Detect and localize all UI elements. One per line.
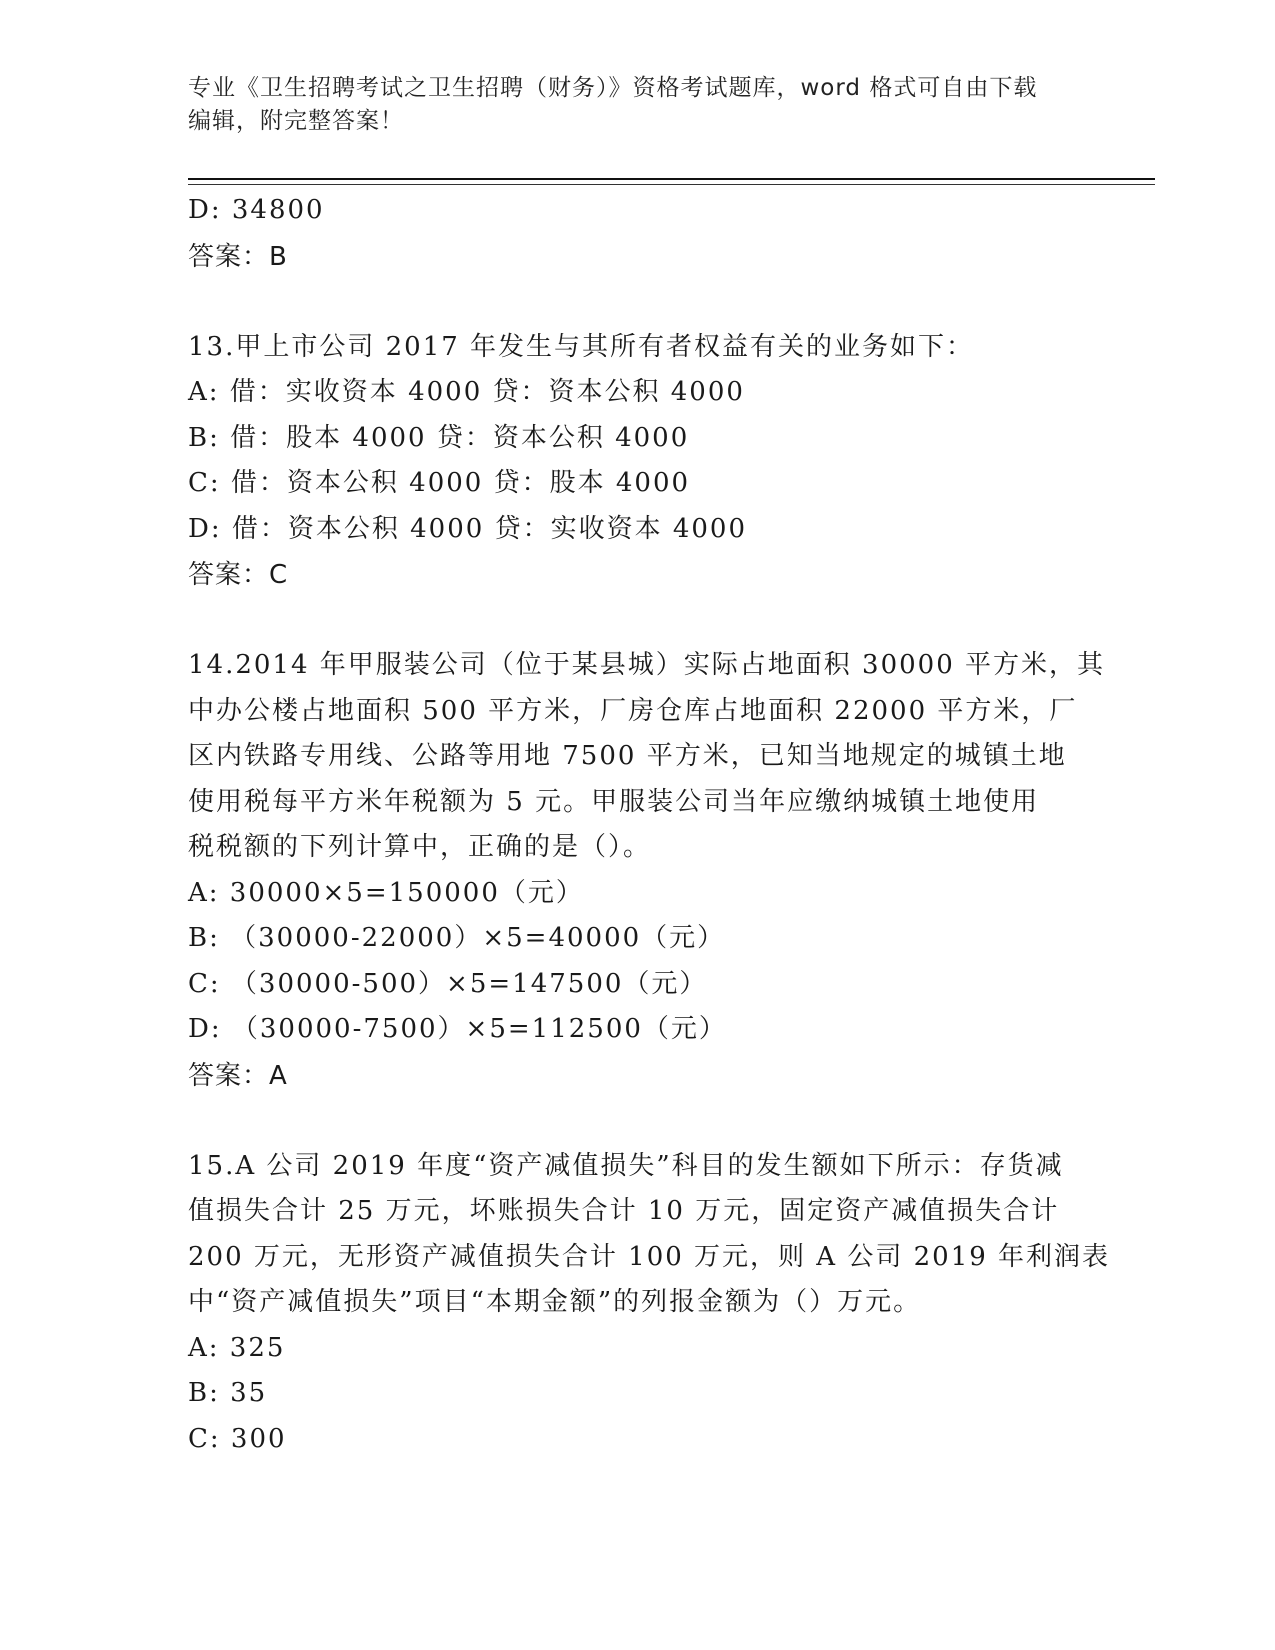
answer-label: 答案：B: [188, 241, 288, 272]
option-c: C: （30000-500）×5=147500（元）: [188, 968, 708, 999]
option-b: B: 借：股本 4000 贷：资本公积 4000: [188, 422, 690, 453]
question-13: [188, 325, 1088, 599]
answer-label: 答案：C: [188, 560, 289, 590]
header-line-2: 编辑，附完整答案！: [188, 108, 404, 134]
answer-label: 答案：A: [188, 1060, 288, 1091]
question-stem-line: 14.2014 年甲服装公司（位于某县城）实际占地面积 30000 平方米，其: [188, 650, 1106, 680]
question-list: [188, 188, 1111, 1462]
option-c: C: 300: [188, 1423, 287, 1454]
header-divider-thick: [188, 178, 1155, 180]
option-b: B: 35: [188, 1378, 268, 1408]
question-stem-line: 使用税每平方米年税额为 5 元。甲服装公司当年应缴纳城镇土地使用: [188, 786, 1040, 817]
option-a: A: 325: [188, 1332, 286, 1363]
option-d: D: （30000-7500）×5=112500（元）: [188, 1014, 727, 1044]
option-c: C: 借：资本公积 4000 贷：股本 4000: [188, 468, 691, 498]
question-14: [188, 643, 1106, 1099]
header-line-1: 专业《卫生招聘考试之卫生招聘（财务）》资格考试题库，word 格式可自由下载: [188, 75, 1038, 101]
header-divider-thin: [188, 184, 1155, 185]
question-stem: 13.甲上市公司 2017 年发生与其所有者权益有关的业务如下：: [188, 331, 975, 362]
option-a: A: 借：实收资本 4000 贷：资本公积 4000: [188, 377, 745, 407]
question-stem-line: 区内铁路专用线、公路等用地 7500 平方米，已知当地规定的城镇土地: [188, 741, 1067, 771]
option-a: A: 30000×5=150000（元）: [188, 877, 584, 908]
option-d: D: 34800: [188, 195, 325, 225]
option-b: B: （30000-22000）×5=40000（元）: [188, 923, 726, 953]
question-stem-line: 值损失合计 25 万元，坏账损失合计 10 万元，固定资产减值损失合计: [188, 1196, 1060, 1226]
document-header: [188, 72, 1078, 138]
question-stem-line: 中办公楼占地面积 500 平方米，厂房仓库占地面积 22000 平方米，厂: [188, 695, 1078, 726]
previous-question-tail: [188, 188, 1088, 280]
question-stem-line: 税税额的下列计算中，正确的是（）。: [188, 832, 652, 862]
question-15: [188, 1144, 1111, 1463]
question-stem-line: 200 万元，无形资产减值损失合计 100 万元，则 A 公司 2019 年利润表: [188, 1241, 1111, 1272]
option-d: D: 借：资本公积 4000 贷：实收资本 4000: [188, 513, 748, 544]
question-stem-line: 15.A 公司 2019 年度“资产减值损失”科目的发生额如下所示：存货减: [188, 1150, 1064, 1181]
question-stem-line: 中“资产减值损失”项目“本期金额”的列报金额为（）万元。: [188, 1287, 922, 1317]
